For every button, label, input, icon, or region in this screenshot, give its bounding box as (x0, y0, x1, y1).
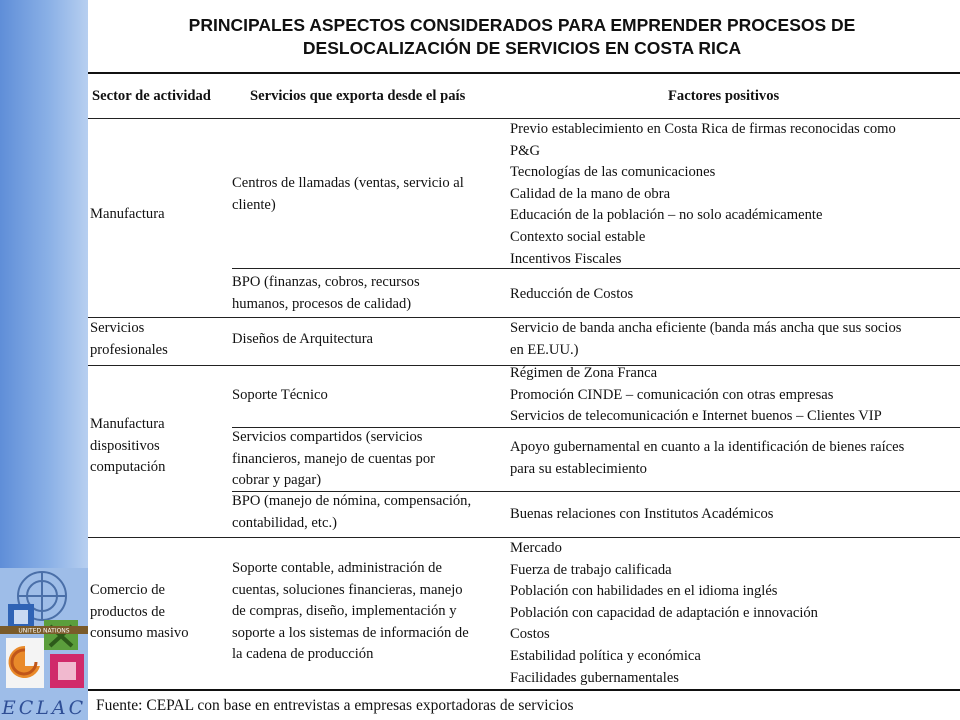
cell-text-line: de compras, diseño, implementación y (232, 603, 457, 620)
cell-text-line: Promoción CINDE – comunicación con otras empresas (510, 386, 834, 403)
cell-text-line: Incentivos Fiscales (510, 250, 622, 267)
cell-text-line: financieros, manejo de cuentas por (232, 450, 436, 467)
cell-text-line: Calidad de la mano de obra (510, 185, 671, 202)
cell-text-line: Facilidades gubernamentales (510, 669, 679, 686)
cell-text-line: P&G (510, 142, 541, 159)
cell-text-line: Soporte contable, administración de (232, 560, 442, 576)
logo-text: ECLAC (1, 697, 87, 719)
page-title (96, 14, 948, 60)
cell-text-line: Servicios de telecomunicación e Internet buenos – Clientes VIP (510, 408, 882, 425)
cell-text-line: humanos, procesos de calidad) (232, 295, 412, 312)
cell-text-line: Apoyo gubernamental en cuanto a la identificación de bienes raíces (510, 439, 905, 455)
cell-text-line: dispositivos (90, 437, 160, 454)
service-centros-llamadas (232, 173, 464, 216)
cell-text-line: BPO (finanzas, cobros, recursos (232, 274, 420, 290)
service-soporte-tecnico (232, 385, 328, 407)
cell-text-line: BPO (manejo de nómina, compensación, (232, 493, 472, 509)
sector-dispositivos (90, 414, 165, 479)
factors-soporte-contable (510, 538, 818, 689)
cell-text-line: cobrar y pagar) (232, 472, 322, 489)
cell-text-line: Población con capacidad de adaptación e innovación (510, 604, 818, 621)
cell-text-line: Manufactura (90, 416, 165, 432)
cell-text-line: Servicio de banda ancha eficiente (banda más ancha que sus socios (510, 320, 902, 336)
cell-text-line: Fuerza de trabajo calificada (510, 561, 672, 578)
service-soporte-contable (232, 558, 469, 666)
cell-text-line: computación (90, 459, 166, 476)
cell-text-line: Comercio de (90, 582, 165, 598)
logo-band-text: UNITED NATIONS (18, 627, 70, 635)
header-sector: Sector de actividad (92, 88, 211, 104)
cell-text-line: profesionales (90, 341, 168, 358)
service-compartidos (232, 427, 435, 492)
cell-text-line: Soporte Técnico (232, 387, 328, 403)
cell-text-line: soporte a los sistemas de información de (232, 624, 469, 641)
cell-text-line: Reducción de Costos (510, 286, 634, 302)
cell-text-line: Mercado (510, 540, 562, 556)
data-table (88, 71, 960, 691)
factors-compartidos (510, 437, 904, 480)
header-services: Servicios que exporta desde el país (250, 88, 466, 104)
cell-text-line: para su establecimiento (510, 460, 647, 477)
cell-text-line: Manufactura (90, 206, 165, 222)
cell-text-line: Diseños de Arquitectura (232, 331, 374, 347)
table-bottom-rule (88, 689, 960, 691)
cell-text-line: Buenas relaciones con Institutos Académicos (510, 506, 774, 522)
cell-text-line: cuentas, soluciones financieras, manejo (232, 581, 463, 598)
cell-text-line: contabilidad, etc.) (232, 514, 337, 531)
cell-text-line: la cadena de producción (232, 646, 374, 663)
cell-text-line: Estabilidad política y económica (510, 647, 701, 664)
service-bpo-nomina (232, 491, 471, 534)
factors-soporte-tecnico (510, 363, 882, 428)
cell-text-line: Población con habilidades en el idioma inglés (510, 583, 778, 600)
sector-servicios-profesionales (90, 318, 168, 361)
cell-text-line: consumo masivo (90, 625, 189, 642)
service-bpo-finanzas (232, 272, 420, 315)
service-disenos (232, 329, 373, 351)
title-line-2: DESLOCALIZACIÓN DE SERVICIOS EN COSTA RICA (302, 38, 742, 58)
eclac-logo (0, 568, 88, 720)
cell-text-line: productos de (90, 603, 165, 620)
cell-text-line: Servicios (90, 320, 145, 336)
cell-text-line: Educación de la población – no solo académicamente (510, 207, 823, 224)
cell-text-line: Servicios compartidos (servicios (232, 429, 423, 445)
cell-text-line: Previo establecimiento en Costa Rica de firmas reconocidas como (510, 121, 896, 137)
header-factors: Factores positivos (668, 88, 780, 104)
sector-comercio (90, 580, 189, 645)
cell-text-line: Costos (510, 626, 550, 643)
sector-manufactura (90, 204, 165, 226)
cell-text-line: Régimen de Zona Franca (510, 365, 658, 381)
cell-text-line: Centros de llamadas (ventas, servicio al (232, 175, 464, 191)
factors-disenos (510, 318, 901, 361)
title-line-1: PRINCIPALES ASPECTOS CONSIDERADOS PARA EMPRENDER PROCESOS DE (188, 15, 856, 35)
cell-text-line: Tecnologías de las comunicaciones (510, 164, 716, 181)
source-footnote: Fuente: CEPAL con base en entrevistas a empresas exportadoras de servicios (96, 697, 574, 714)
factors-bpo-nomina (510, 504, 773, 526)
factors-centros-llamadas (510, 119, 896, 270)
table-top-rule (88, 72, 960, 74)
cell-text-line: Contexto social estable (510, 228, 646, 245)
cell-text-line: en EE.UU.) (510, 341, 579, 358)
cell-text-line: cliente) (232, 196, 276, 213)
factors-bpo-finanzas (510, 284, 633, 306)
